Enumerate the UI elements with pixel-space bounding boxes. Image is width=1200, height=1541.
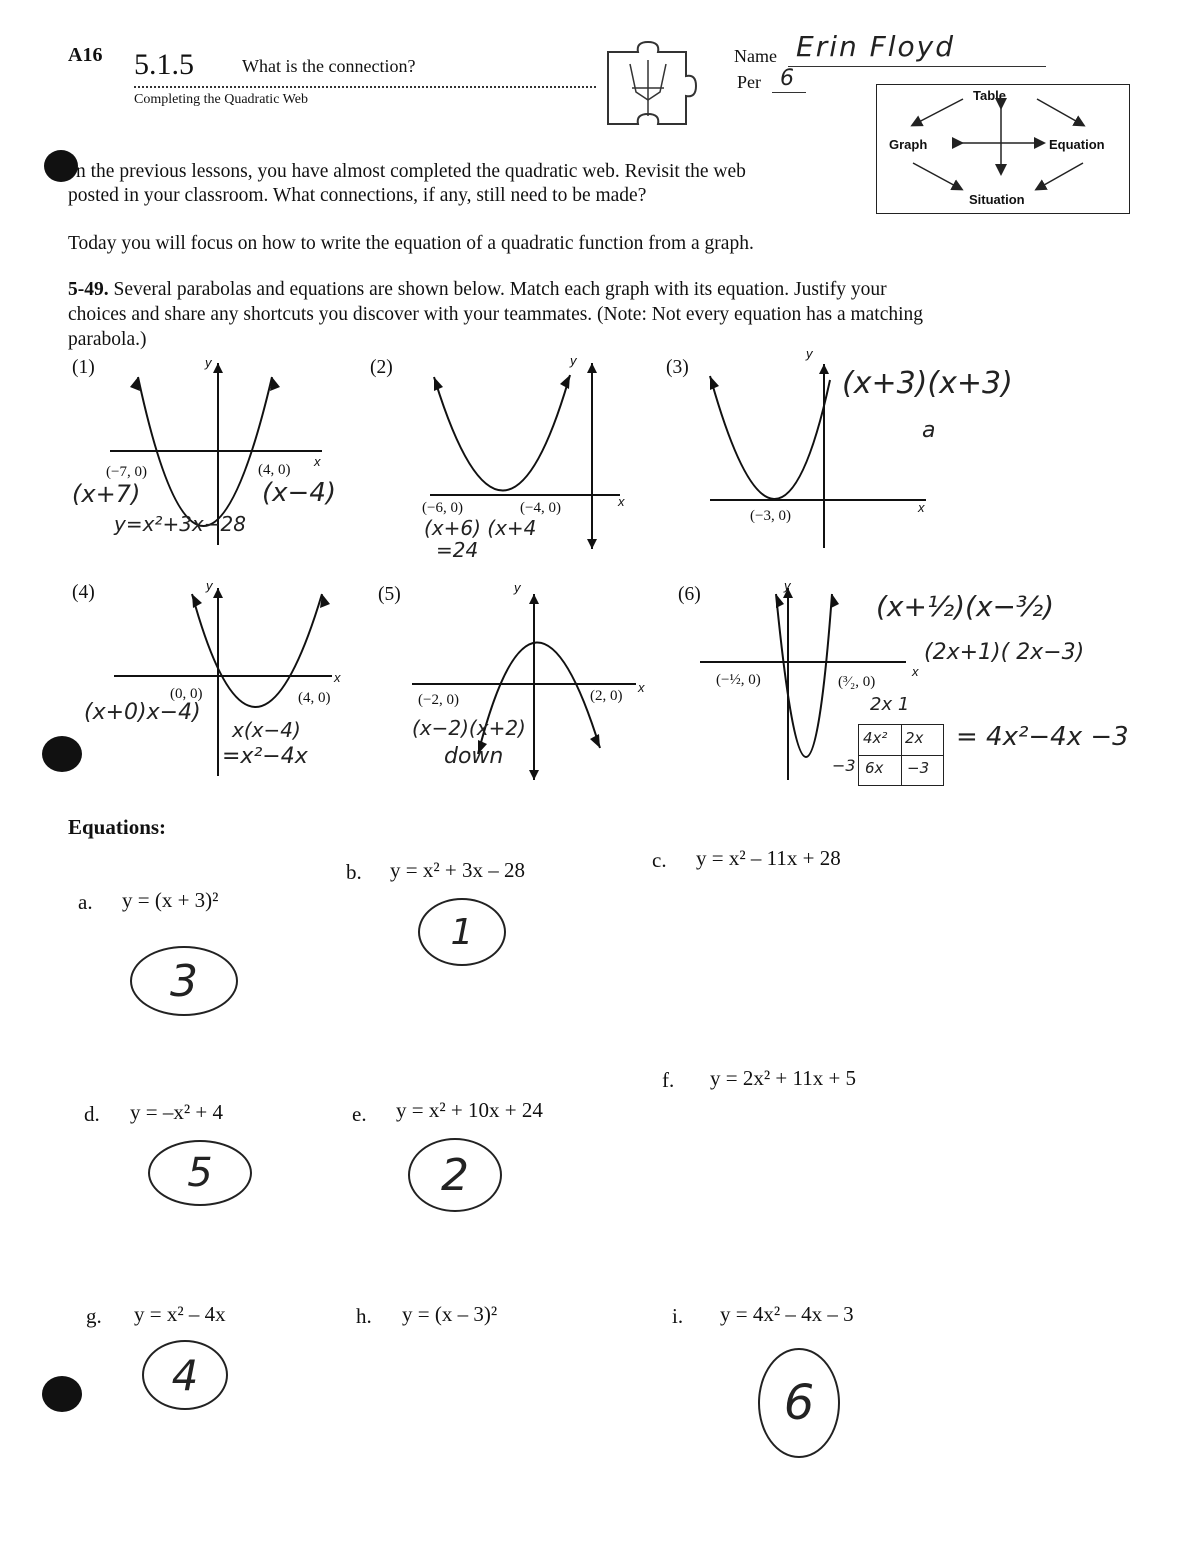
graph-2-point-1: (−6, 0)	[422, 500, 463, 516]
answer-i-circle	[758, 1348, 840, 1458]
name-underline	[788, 66, 1046, 67]
intro-line-2: posted in your classroom. What connections, if any, still need to be made?	[68, 185, 647, 206]
graph-1-note-2: (x−4)	[262, 478, 337, 508]
web-arrows-icon	[877, 85, 1129, 213]
dotted-rule	[134, 86, 596, 88]
equation-h-letter: h.	[356, 1304, 372, 1328]
equation-i: y = 4x² – 4x – 3	[720, 1302, 854, 1326]
problem-text-1: Several parabolas and equations are shown below. Match each graph with its equation. Justify your	[108, 279, 887, 300]
intro-line-1: n the previous lessons, you have almost completed the quadratic web. Revisit the web	[76, 161, 746, 182]
per-underline	[772, 92, 806, 93]
binder-hole-middle	[42, 736, 82, 772]
graph-4-y-axis-label: y	[206, 578, 213, 593]
graph-6-note-2: (2x+1)( 2x−3)	[924, 640, 1085, 665]
graph-6-x-axis-label: x	[912, 664, 919, 679]
graph-1-x-axis-label: x	[314, 454, 321, 469]
graph-5-point-1: (−2, 0)	[418, 692, 459, 708]
section-code: A16	[68, 44, 103, 66]
answer-b: 1	[450, 911, 474, 953]
graph-2-note-2: =24	[436, 538, 479, 562]
graph-5-point-2: (2, 0)	[590, 688, 623, 704]
answer-a: 3	[170, 955, 198, 1007]
equation-a-letter: a.	[78, 890, 93, 914]
graph-1-note-1: (x+7)	[72, 480, 141, 508]
equation-d: y = –x² + 4	[130, 1100, 223, 1124]
puzzle-logo-icon	[598, 40, 698, 130]
graph-4-note-2: x(x−4)	[232, 718, 301, 742]
graph-2-note-1: (x+6) (x+4	[424, 516, 537, 540]
graph-3-x-axis-label: x	[918, 500, 925, 515]
name-label: Name	[734, 46, 777, 66]
answer-e-circle	[408, 1138, 502, 1212]
web-equation-label: Equation	[1049, 137, 1105, 152]
graph-4-point-1: (0, 0)	[170, 686, 203, 702]
area-model-cell-4: −3	[907, 759, 930, 777]
equation-b-letter: b.	[346, 860, 362, 884]
graph-5-y-axis-label: y	[514, 580, 521, 595]
lesson-title: What is the connection?	[242, 56, 416, 76]
graph-6-note-1: (x+½)(x−³⁄₂)	[876, 590, 1055, 623]
name-value: Erin Floyd	[796, 30, 955, 63]
graph-5-label: (5)	[378, 584, 401, 605]
answer-b-circle	[418, 898, 506, 966]
problem-line-1	[68, 277, 887, 302]
answer-e: 2	[441, 1149, 469, 1201]
graph-6-note-3: 2x 1	[870, 694, 910, 715]
graph-6-row-label: −3	[832, 756, 856, 775]
graph-1-label: (1)	[72, 357, 95, 378]
per-value: 6	[780, 66, 794, 91]
equation-b: y = x² + 3x – 28	[390, 858, 525, 882]
graph-4-note-3: =x²−4x	[222, 744, 308, 769]
graph-5-note-1: (x−2)(x+2)	[412, 716, 526, 740]
binder-hole-bottom	[42, 1376, 82, 1412]
graph-6-point-1: (−½, 0)	[716, 672, 761, 688]
equation-f: y = 2x² + 11x + 5	[710, 1066, 857, 1090]
area-model-grid	[858, 724, 944, 786]
web-table-label: Table	[973, 88, 1006, 103]
graph-1-note-3: y=x²+3x−28	[114, 512, 246, 536]
area-model-cell-3: 6x	[865, 759, 884, 777]
graph-3-note-2: a	[922, 418, 936, 443]
area-model-cell-1: 4x²	[863, 729, 888, 747]
graph-2-y-axis-label: y	[570, 353, 577, 368]
equation-g-letter: g.	[86, 1304, 102, 1328]
graph-1-y-axis-label: y	[205, 355, 212, 370]
graph-2-point-2: (−4, 0)	[520, 500, 561, 516]
graph-4-x-axis-label: x	[334, 670, 341, 685]
graph-5-x-axis-label: x	[638, 680, 645, 695]
quadratic-web-box	[876, 84, 1130, 214]
web-graph-label: Graph	[889, 137, 928, 152]
equations-heading: Equations:	[68, 815, 167, 839]
graph-2-x-axis-label: x	[618, 494, 625, 509]
focus-text: Today you will focus on how to write the equation of a quadratic function from a graph.	[68, 233, 754, 254]
problem-line-3: parabola.)	[68, 329, 147, 350]
answer-d: 5	[187, 1150, 213, 1196]
graph-4-point-2: (4, 0)	[298, 690, 331, 706]
graph-2-label: (2)	[370, 357, 393, 378]
problem-line-2: choices and share any shortcuts you discover with your teammates. (Note: Not every equation has a matching	[68, 304, 924, 325]
equation-d-letter: d.	[84, 1102, 100, 1126]
graph-6-y-axis-label: y	[784, 578, 791, 593]
equation-f-letter: f.	[662, 1068, 675, 1092]
graph-1-point-2: (4, 0)	[258, 462, 291, 478]
problem-number: 5-49.	[68, 279, 109, 300]
equation-c-letter: c.	[652, 848, 667, 872]
equation-h: y = (x – 3)²	[402, 1302, 498, 1326]
answer-g-circle	[142, 1340, 228, 1410]
answer-g: 4	[171, 1350, 199, 1400]
equation-i-letter: i.	[672, 1304, 684, 1328]
equation-e: y = x² + 10x + 24	[396, 1098, 543, 1122]
graph-6-label: (6)	[678, 584, 701, 605]
web-situation-label: Situation	[969, 192, 1025, 207]
per-label: Per	[737, 72, 761, 92]
equation-a: y = (x + 3)²	[122, 888, 219, 912]
lesson-subtitle: Completing the Quadratic Web	[134, 92, 308, 107]
equation-c: y = x² – 11x + 28	[696, 846, 841, 870]
area-model-cell-2: 2x	[905, 729, 924, 747]
graph-6-result: = 4x²−4x −3	[956, 722, 1129, 752]
answer-i: 6	[783, 1375, 815, 1431]
graph-4-note-1: (x+0)x−4)	[84, 700, 201, 725]
equation-g: y = x² – 4x	[134, 1302, 226, 1326]
graph-3-note-1: (x+3)(x+3)	[842, 366, 1013, 401]
answer-d-circle	[148, 1140, 252, 1206]
lesson-number: 5.1.5	[134, 48, 194, 81]
graph-3-point-1: (−3, 0)	[750, 508, 791, 524]
equation-e-letter: e.	[352, 1102, 367, 1126]
graph-3-label: (3)	[666, 357, 689, 378]
graph-3-y-axis-label: y	[806, 346, 813, 361]
answer-a-circle	[130, 946, 238, 1016]
graph-5-parabola	[404, 584, 654, 784]
graph-4-label: (4)	[72, 582, 95, 603]
graph-1-point-1: (−7, 0)	[106, 464, 147, 480]
graph-5-note-2: down	[444, 744, 504, 769]
binder-hole-top	[44, 150, 78, 182]
graph-6-point-2: (³⁄₂, 0)	[838, 674, 876, 690]
